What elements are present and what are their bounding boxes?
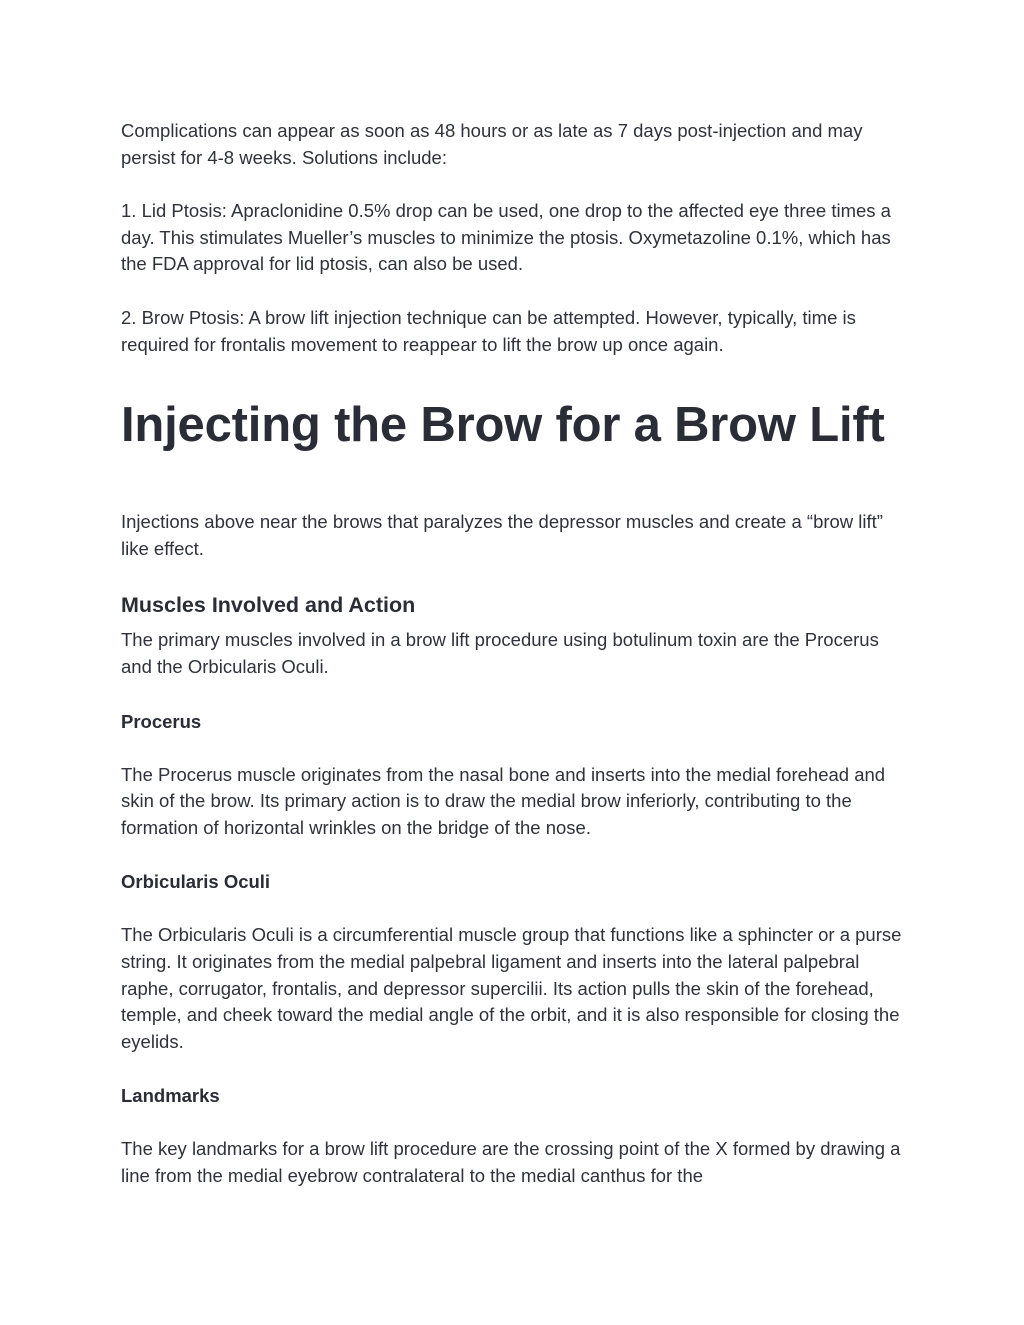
muscles-heading: Muscles Involved and Action — [121, 593, 416, 618]
lid-ptosis-paragraph: 1. Lid Ptosis: Apraclonidine 0.5% drop can be used, one drop to the affected eye three times a day. This stimulates Mueller’s muscles to minimize the ptosis. Oxymetazoline 0.1%, which has the FDA approval for lid ptosis, can also be used. — [121, 200, 891, 275]
brow-ptosis-paragraph: 2. Brow Ptosis: A brow lift injection technique can be attempted. However, typically, time is required for frontalis movement to reappear to lift the brow up once again. — [121, 306, 856, 355]
complications-paragraph: Complications can appear as soon as 48 hours or as late as 7 days post-injection and may persist for 4-8 weeks. Solutions include: — [121, 120, 863, 168]
procerus-paragraph: The Procerus muscle originates from the nasal bone and inserts into the medial forehead and skin of the brow. Its primary action is to draw the medial brow inferiorly, contributing to the formation of horizontal wrinkles on the bridge of the nose. — [121, 763, 886, 838]
landmarks-paragraph: The key landmarks for a brow lift procedure are the crossing point of the X formed by drawing a line from the medial eyebrow contralateral to the medial canthus for the — [121, 1138, 901, 1186]
landmarks-heading: Landmarks — [121, 1085, 220, 1107]
orbicularis-paragraph: The Orbicularis Oculi is a circumferential muscle group that functions like a sphincter or a purse string. It originates from the medial palpebral ligament and inserts into the lateral palpebral raphe, corrugator, frontalis, and depressor supercilii. Its action pulls the skin of the forehead, temple, and cheek toward the medial angle of the orbit, and it is also responsible for closing the eyelids. — [121, 924, 902, 1052]
orbicularis-heading: Orbicularis Oculi — [121, 871, 271, 893]
document-page — [121, 118, 911, 1189]
muscles-paragraph: The primary muscles involved in a brow lift procedure using botulinum toxin are the Procerus and the Orbicularis Oculi. — [121, 629, 879, 677]
section-description: Injections above near the brows that paralyzes the depressor muscles and create a “brow lift” like effect. — [121, 511, 883, 559]
section-title: Injecting the Brow for a Brow Lift — [121, 398, 885, 453]
procerus-heading: Procerus — [121, 710, 202, 732]
